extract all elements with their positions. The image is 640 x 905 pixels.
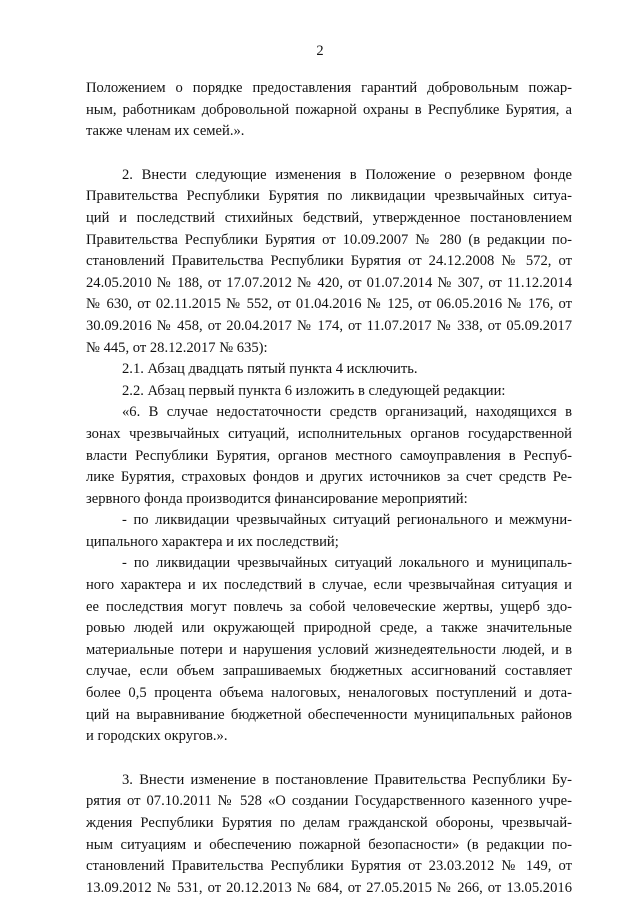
text-line: ного характера и их последствий в случае, если чрезвычайная ситуация и: [86, 577, 572, 594]
text-line: 24.05.2010 № 188, от 17.07.2012 № 420, от 01.07.2014 № 307, от 11.12.2014: [86, 274, 572, 291]
text-line: № 630, от 02.11.2015 № 552, от 01.04.2016 № 125, от 06.05.2016 № 176, от: [86, 296, 572, 313]
text-line: «6. В случае недостаточности средств организаций, находящихся в: [122, 404, 572, 421]
text-line: более 0,5 процента объема налоговых, неналоговых поступлений и дота-: [86, 685, 572, 702]
text-line: становлений Правительства Республики Бурятия от 23.03.2012 № 149, от: [86, 858, 572, 875]
text-line: ждения Республики Бурятия по делам гражданской обороны, чрезвычай-: [86, 815, 572, 831]
text-line: становлений Правительства Республики Бурятия от 24.12.2008 № 572, от: [86, 253, 572, 270]
text-line: 2.1. Абзац двадцать пятый пункта 4 исключить.: [122, 361, 418, 378]
text-line: - по ликвидации чрезвычайных ситуаций локального и муниципаль-: [122, 555, 572, 572]
text-line: также членам их семей.».: [86, 123, 245, 140]
text-line: зервного фонда производится финансирование мероприятий:: [86, 490, 468, 507]
page-number: 2: [316, 43, 324, 59]
text-line: Правительства Республики Бурятия по ликвидации чрезвычайных ситуа-: [86, 188, 572, 205]
paragraph: [86, 165, 572, 359]
text-line: материальные потери и нарушения условий жизнедеятельности людей, и в: [86, 641, 572, 658]
paragraph: [86, 78, 572, 143]
text-line: рятия от 07.10.2011 № 528 «О создании Государственного казенного учре-: [86, 793, 572, 810]
text-line: ций на выравнивание бюджетной обеспеченности муниципальных районов: [86, 706, 572, 723]
paragraph-gap: [86, 143, 572, 165]
text-line: и городских округов.».: [86, 728, 228, 745]
text-line: ций и последствий стихийных бедствий, утвержденное постановлением: [86, 209, 572, 226]
text-line: Правительства Республики Бурятия от 10.09.2007 № 280 (в редакции по-: [86, 231, 572, 248]
text-line: лике Бурятия, страховых фондов и других источников за счет средств Ре-: [86, 469, 572, 486]
text-line: случае, если объем запрашиваемых бюджетных ассигнований составляет: [86, 663, 572, 680]
text-line: № 445, от 28.12.2017 № 635):: [86, 339, 268, 356]
text-line: 2. Внести следующие изменения в Положение о резервном фонде: [122, 166, 572, 183]
text-line: власти Республики Бурятия, органов местного самоуправления в Респуб-: [86, 447, 572, 464]
text-line: 30.09.2016 № 458, от 20.04.2017 № 174, от 11.07.2017 № 338, от 05.09.2017: [86, 317, 572, 334]
paragraph: [86, 770, 572, 900]
text-line: - по ликвидации чрезвычайных ситуаций регионального и межмуни-: [122, 512, 572, 529]
text-line: зонах чрезвычайных ситуаций, исполнительных органов государственной: [86, 425, 572, 442]
text-line: 2.2. Абзац первый пункта 6 изложить в следующей редакции:: [122, 382, 506, 399]
paragraph: [86, 359, 572, 381]
paragraph-gap: [86, 748, 572, 770]
document-body: [86, 78, 572, 899]
text-line: ровью людей или окружающей природной среде, а также значительные: [86, 620, 572, 637]
text-line: 3. Внести изменение в постановление Правительства Республики Бу-: [122, 771, 572, 788]
paragraph: [86, 381, 572, 403]
text-line: ным, работникам добровольной пожарной охраны в Республике Бурятия, а: [86, 101, 572, 118]
text-line: ным ситуациям и обеспечению пожарной безопасности» (в редакции по-: [86, 836, 572, 853]
text-line: Положением о порядке предоставления гарантий добровольным пожар-: [86, 80, 572, 96]
text-line: ее последствия могут повлечь за собой человеческие жертвы, ущерб здо-: [86, 598, 572, 615]
text-line: 13.09.2012 № 531, от 20.12.2013 № 684, от 27.05.2015 № 266, от 13.05.2016: [86, 879, 572, 896]
paragraph: [86, 510, 572, 553]
paragraph: [86, 553, 572, 747]
text-line: ципального характера и их последствий;: [86, 533, 339, 550]
paragraph: [86, 402, 572, 510]
